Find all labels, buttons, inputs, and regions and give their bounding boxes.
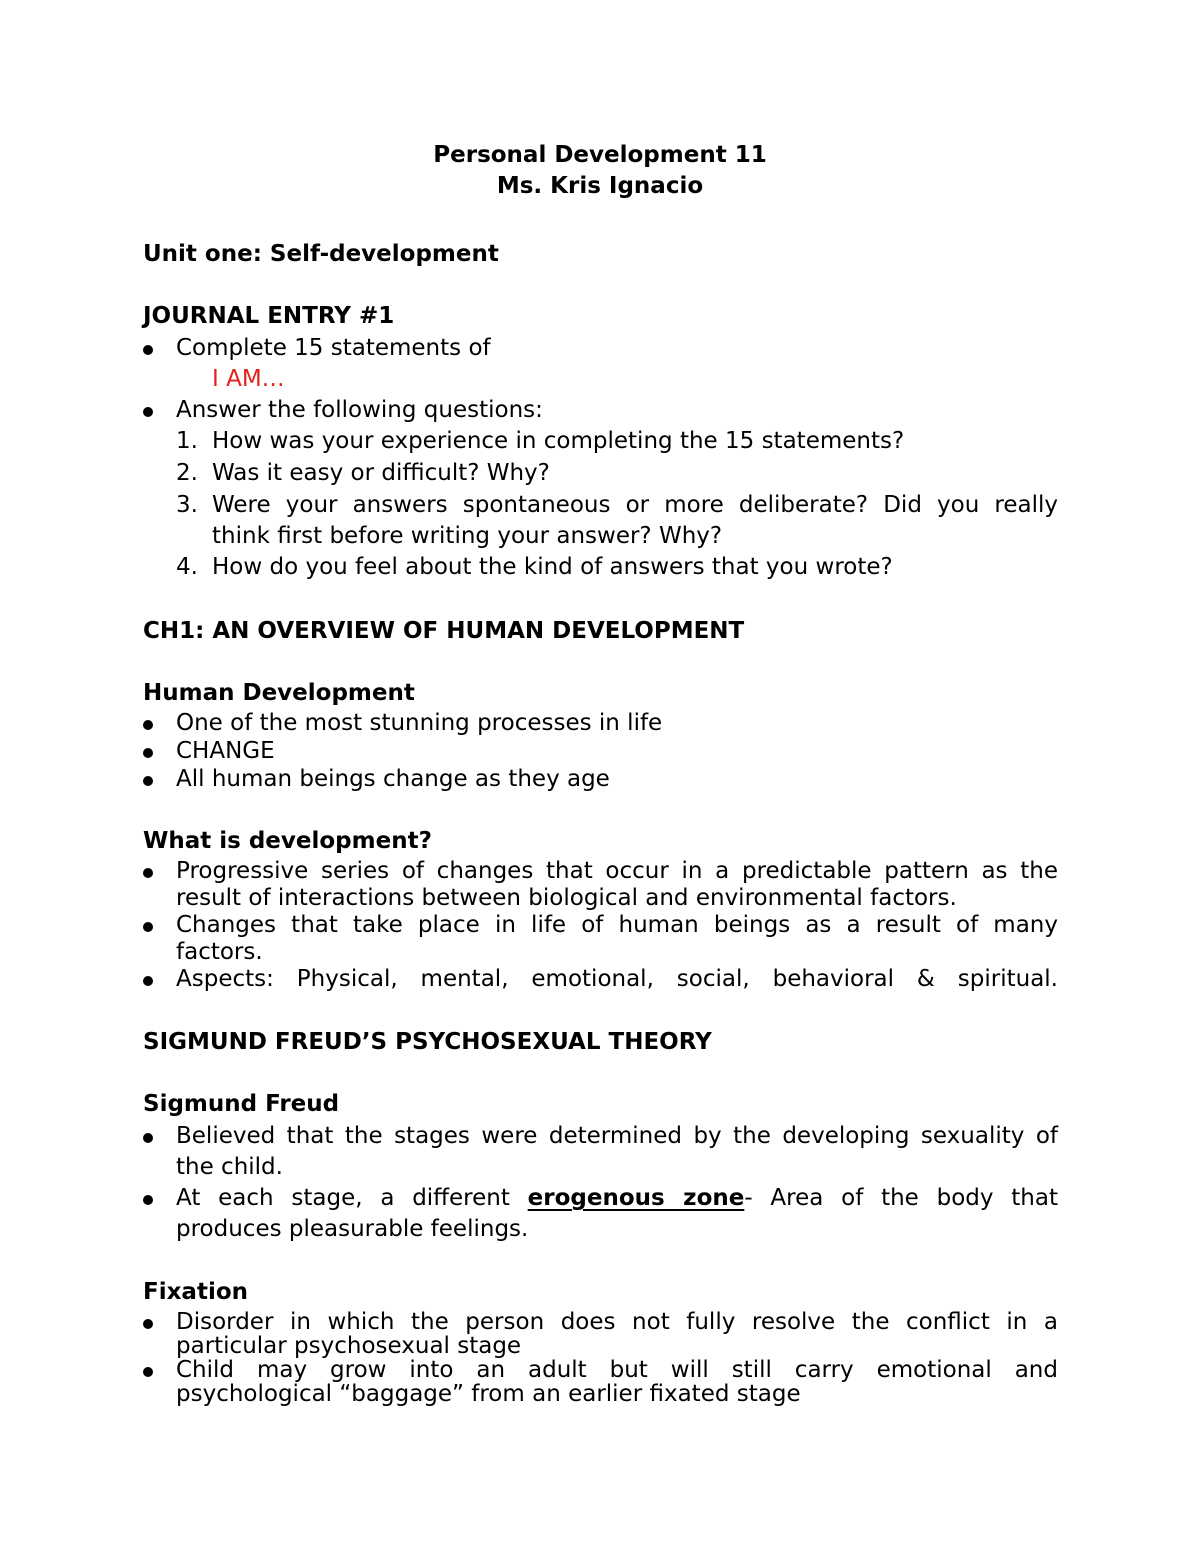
question-text: How was your experience in completing the 15 statements? — [212, 428, 905, 454]
list-item: All human beings change as they age — [176, 766, 610, 792]
bullet-icon — [143, 1195, 153, 1205]
bullet-icon — [143, 345, 153, 355]
i-am-prompt: I AM… — [212, 366, 285, 392]
bullet-icon — [143, 1367, 153, 1377]
unit-heading: Unit one: Self-development — [143, 241, 499, 267]
section-heading-what-is-development: What is development? — [143, 828, 432, 854]
chapter-heading: CH1: AN OVERVIEW OF HUMAN DEVELOPMENT — [143, 618, 745, 644]
question-number: 2. — [176, 460, 198, 486]
list-item — [176, 1185, 1058, 1211]
bullet-icon — [143, 407, 153, 417]
journal-bullet-2: Answer the following questions: — [176, 397, 543, 423]
question-text: How do you feel about the kind of answers that you wrote? — [212, 554, 893, 580]
question-text-continued: think first before writing your answer? Why? — [212, 523, 723, 549]
list-item-continued: particular psychosexual stage — [176, 1333, 522, 1359]
list-item-continued: the child. — [176, 1154, 283, 1180]
question-number: 3. — [176, 492, 198, 518]
journal-bullet-1: Complete 15 statements of — [176, 335, 491, 361]
list-item-continued: result of interactions between biological and environmental factors. — [176, 885, 957, 911]
list-item-continued: factors. — [176, 939, 263, 965]
bullet-icon — [143, 1319, 153, 1329]
list-item: Child may grow into an adult but will still carry emotional and — [176, 1357, 1058, 1383]
list-item: Changes that take place in life of human beings as a result of many — [176, 912, 1058, 938]
bullet-icon — [143, 922, 153, 932]
list-item: Progressive series of changes that occur in a predictable pattern as the — [176, 858, 1058, 884]
bullet-icon — [143, 748, 153, 758]
question-text: Were your answers spontaneous or more deliberate? Did you really — [212, 492, 1058, 518]
list-item-continued: produces pleasurable feelings. — [176, 1216, 529, 1242]
section-heading-human-development: Human Development — [143, 680, 415, 706]
section-heading-fixation: Fixation — [143, 1279, 249, 1305]
list-item-continued: psychological “baggage” from an earlier fixated stage — [176, 1381, 801, 1407]
theory-heading: SIGMUND FREUD’S PSYCHOSEXUAL THEORY — [143, 1029, 712, 1055]
teacher-name: Ms. Kris Ignacio — [496, 173, 704, 199]
list-item-prefix: At each stage, a different — [176, 1185, 510, 1211]
bullet-icon — [143, 976, 153, 986]
list-item-suffix: - Area of the body that — [744, 1185, 1058, 1211]
list-item: One of the most stunning processes in life — [176, 710, 663, 736]
bullet-icon — [143, 776, 153, 786]
bullet-icon — [143, 868, 153, 878]
list-item: Aspects: Physical, mental, emotional, social, behavioral & spiritual. — [176, 966, 1058, 992]
document-title: Personal Development 11 — [433, 142, 767, 168]
question-text: Was it easy or difficult? Why? — [212, 460, 550, 486]
list-item: Disorder in which the person does not fully resolve the conflict in a — [176, 1309, 1058, 1335]
question-number: 1. — [176, 428, 198, 454]
erogenous-zone-term: erogenous zone — [527, 1185, 745, 1211]
bullet-icon — [143, 1133, 153, 1143]
journal-heading: JOURNAL ENTRY #1 — [143, 303, 395, 329]
list-item: Believed that the stages were determined by the developing sexuality of — [176, 1123, 1058, 1149]
question-number: 4. — [176, 554, 198, 580]
bullet-icon — [143, 720, 153, 730]
section-heading-sigmund-freud: Sigmund Freud — [143, 1091, 340, 1117]
list-item: CHANGE — [176, 738, 275, 764]
